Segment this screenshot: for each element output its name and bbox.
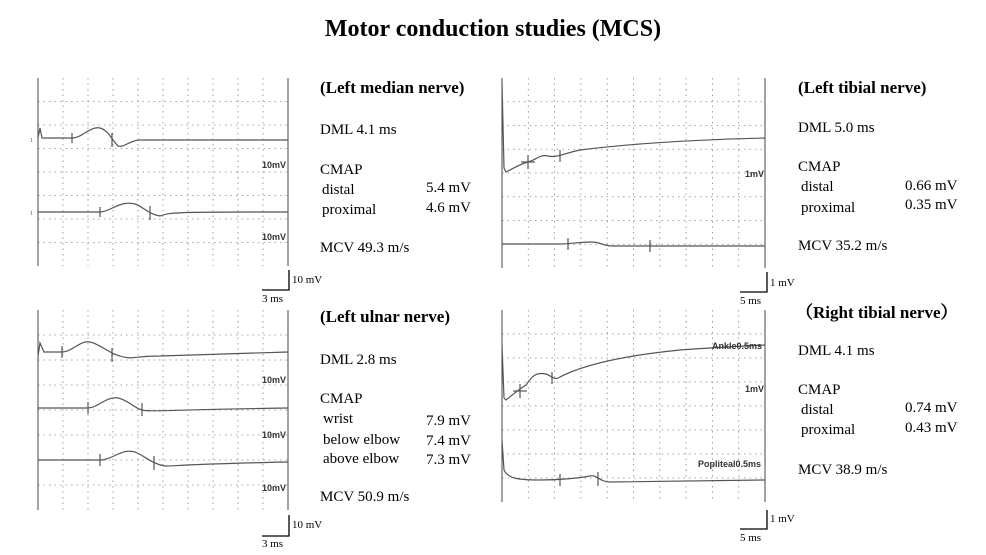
tibial-left-scale-t: 5 ms: [740, 295, 762, 307]
left-ulnar-traces: [38, 342, 288, 470]
ulnar-gain-label-3: 10mV: [262, 483, 287, 493]
panel-title: (Left tibial nerve): [798, 78, 927, 97]
tibial-left-row-label: proximal: [801, 200, 856, 216]
ulnar-mcv: MCV 50.9 m/s: [320, 489, 410, 505]
ulnar-row-value: 7.9 mV: [426, 413, 471, 429]
tibial-right-ankle-trace: [502, 345, 765, 400]
tibial-right-cmap-label: CMAP: [798, 382, 841, 398]
ulnar-scale-t: 3 ms: [262, 538, 284, 550]
median-grid: [38, 78, 288, 266]
panel-title: (Left median nerve): [320, 78, 465, 97]
median-dml: DML 4.1 ms: [320, 122, 397, 138]
tibial-right-row-value: 0.43 mV: [905, 420, 958, 436]
svg-text:1: 1: [30, 138, 33, 144]
tibial-right-gain-label: 1mV: [745, 384, 765, 394]
tibial-right-row-label: distal: [801, 402, 834, 418]
tibial-left-grid: [502, 78, 765, 268]
ulnar-gain-label-1: 10mV: [262, 375, 287, 385]
median-row-value: 4.6 mV: [426, 200, 471, 216]
tibial-left-scale-bar: [740, 272, 767, 292]
left-ulnar-info: [320, 307, 450, 327]
tibial-left-gain-label: 1mV: [745, 169, 765, 179]
tibial-left-row-value: 0.66 mV: [905, 178, 958, 194]
median-gain-label-1: 10mV: [262, 160, 287, 170]
figure-title: Motor conduction studies (MCS): [324, 16, 662, 42]
panel-title: （Right tibial nerve）: [796, 303, 958, 322]
ulnar-scale-v: 10 mV: [292, 519, 323, 531]
ulnar-row-value: 7.3 mV: [426, 452, 471, 468]
ulnar-row-label: below elbow: [323, 432, 401, 448]
tibial-left-dml: DML 5.0 ms: [798, 120, 875, 136]
tibial-left-row-label: distal: [801, 179, 834, 195]
ulnar-dml: DML 2.8 ms: [320, 352, 397, 368]
median-row-label: proximal: [322, 202, 377, 218]
tibial-right-scale-bar: [740, 510, 767, 529]
tibial-right-dml: DML 4.1 ms: [798, 343, 875, 359]
median-cmap-label: CMAP: [320, 162, 363, 178]
tibial-right-scale-t: 5 ms: [740, 532, 762, 544]
tibial-right-mcv: MCV 38.9 m/s: [798, 462, 888, 478]
median-gain-label-2: 10mV: [262, 232, 287, 242]
ulnar-row-value: 7.4 mV: [426, 433, 471, 449]
median-mcv: MCV 49.3 m/s: [320, 240, 410, 256]
ulnar-row-label: wrist: [323, 411, 353, 427]
median-distal-trace: [38, 128, 288, 147]
tibial-left-mcv: MCV 35.2 m/s: [798, 238, 888, 254]
left-tibial-info: [798, 78, 926, 98]
tibial-left-scale-v: 1 mV: [770, 277, 795, 289]
median-scale-bar: [262, 270, 289, 290]
median-row-value: 5.4 mV: [426, 180, 471, 196]
tibial-left-cmap-label: CMAP: [798, 159, 841, 175]
ulnar-gain-label-2: 10mV: [262, 430, 287, 440]
tibial-left-row-value: 0.35 mV: [905, 197, 958, 213]
ulnar-scale-bar: [262, 515, 289, 536]
tibial-right-scale-v: 1 mV: [770, 513, 795, 525]
tibial-right-grid: [502, 310, 765, 502]
left-median-info: [320, 78, 464, 98]
right-tibial-info: [796, 298, 958, 323]
median-row-label: distal: [322, 182, 355, 198]
ulnar-row-label: above elbow: [323, 451, 400, 467]
panel-title: (Left ulnar nerve): [320, 307, 450, 326]
tibial-right-row-label: proximal: [801, 422, 856, 438]
median-scale-t: 3 ms: [262, 293, 284, 305]
tibial-right-row-value: 0.74 mV: [905, 400, 958, 416]
svg-text:1: 1: [30, 211, 33, 217]
ulnar-cmap-label: CMAP: [320, 391, 363, 407]
left-median-traces: [38, 128, 288, 220]
median-scale-v: 10 mV: [292, 274, 323, 286]
tibial-right-popliteal-label: Popliteal0.5ms: [698, 459, 762, 469]
tibial-right-ankle-label: Ankle0.5ms: [712, 341, 763, 351]
